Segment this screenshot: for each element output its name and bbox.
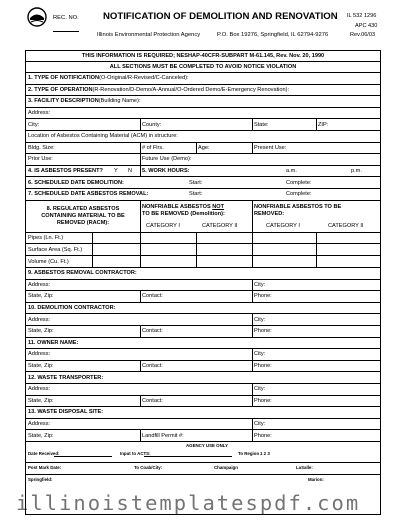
volume-row[interactable]: Volume (Cu. Ft.) bbox=[26, 256, 380, 268]
section-5-label: 5. WORK HOURS: bbox=[142, 168, 190, 175]
waste-disposal-site-row[interactable] bbox=[26, 407, 380, 419]
building-size-row[interactable]: Bldg. Size: # of Flrs. Age: Present Use: bbox=[26, 143, 380, 155]
section-3-label: 3. FACILITY DESCRIPTION bbox=[28, 98, 99, 105]
region-options[interactable]: 1 2 3 bbox=[260, 451, 270, 456]
removal-contractor-address-row[interactable]: Address: City: bbox=[26, 280, 380, 292]
section-7-label: 7. SCHEDULED DATE ASBESTOS REMOVAL: bbox=[28, 191, 149, 198]
agency-address: P.O. Box 19276, Springfield, IL 62794-9276 bbox=[217, 32, 329, 38]
section-13-label: 13. WASTE DISPOSAL SITE: bbox=[28, 409, 104, 416]
section-10-label: 10. DEMOLITION CONTRACTOR: bbox=[28, 305, 116, 312]
owner-state-row[interactable]: State, Zip: Contact: Phone: bbox=[26, 361, 380, 373]
demolition-contractor-state-row[interactable]: State, Zip: Contact: Phone: bbox=[26, 326, 380, 338]
section-4-label: 4. IS ASBESTOS PRESENT? bbox=[28, 168, 103, 175]
waste-transporter-state-row[interactable]: State, Zip: Contact: Phone: bbox=[26, 396, 380, 408]
acm-location-row[interactable]: Location of Asbestos Containing Material (ACM) in structure: bbox=[26, 131, 380, 143]
demolition-dates-row[interactable]: 6. SCHEDULED DATE DEMOLITION: Start: Complete: bbox=[26, 177, 380, 189]
asbestos-no-option[interactable]: N bbox=[128, 168, 133, 175]
owner-name-row[interactable] bbox=[26, 338, 380, 350]
agency-name: Illinois Environmental Protection Agency bbox=[97, 32, 201, 38]
disposal-site-state-row[interactable]: State, Zip: Landfill Permit #: Phone: bbox=[26, 430, 380, 442]
surface-area-row[interactable]: Surface Area (Sq. Ft.) bbox=[26, 244, 380, 256]
type-of-operation-row[interactable]: 2. TYPE OF OPERATION (R-Renovation/D-Demo/A-Annual/O-Ordered Demo/E-Emergency Renovation): bbox=[26, 85, 380, 97]
facility-description-row[interactable]: 3. FACILITY DESCRIPTION (Building Name): bbox=[26, 96, 380, 108]
waste-transporter-row[interactable] bbox=[26, 372, 380, 384]
section-6-label: 6. SCHEDULED DATE DEMOLITION: bbox=[28, 179, 124, 186]
demolition-contractor-address-row[interactable]: Address: City: bbox=[26, 314, 380, 326]
racm-header-row: 8. REGULATED ASBESTOS CONTAINING MATERIAL TO BE REMOVED (RACM): NONFRIABLE ASBESTOS NOT TO BE REMOVED (Demolition): CATEGORY I CATEGORY II NONFRIABLE ASBESTOS TO BE REMOVED: CATEGORY I CATEGORY II bbox=[26, 201, 380, 233]
pipes-row[interactable]: Pipes (Ln. Ft.) bbox=[26, 233, 380, 245]
watermark: illinoistemplatespdf.com bbox=[16, 491, 361, 515]
section-2-label: 2. TYPE OF OPERATION bbox=[28, 86, 93, 93]
apc-number: APC 430 bbox=[355, 23, 378, 29]
removal-contractor-state-row[interactable]: State, Zip: Contact: Phone: bbox=[26, 291, 380, 303]
rec-no-field[interactable] bbox=[53, 31, 79, 32]
section-11-label: 11. OWNER NAME: bbox=[28, 339, 79, 346]
asbestos-yes-option[interactable]: Y bbox=[114, 168, 118, 175]
facility-address-row[interactable] bbox=[26, 108, 380, 120]
address-label: Address: bbox=[28, 110, 51, 117]
form-title: NOTIFICATION OF DEMOLITION AND RENOVATION bbox=[103, 11, 338, 22]
demolition-contractor-row[interactable] bbox=[26, 303, 380, 315]
facility-city-row[interactable]: City: County: State: ZIP: bbox=[26, 119, 380, 131]
disposal-site-address-row[interactable]: Address: City: bbox=[26, 419, 380, 431]
section-8-label: 8. REGULATED ASBESTOS CONTAINING MATERIAL TO BE REMOVED (RACM): bbox=[41, 205, 125, 226]
form-number: IL 532 1296 bbox=[347, 13, 377, 19]
type-of-notification-row[interactable]: 1. TYPE OF NOTIFICATION (O-Original/R-Revised/C-Canceled): bbox=[26, 73, 380, 85]
removal-contractor-row[interactable] bbox=[26, 268, 380, 280]
notification-form bbox=[25, 50, 381, 515]
banner-required: THIS INFORMATION IS REQUIRED; NESHAP-40CFR-SUBPART M-61.145, Rev. Nov. 20, 1990 bbox=[26, 51, 380, 62]
section-9-label: 9. ASBESTOS REMOVAL CONTRACTOR: bbox=[28, 270, 137, 277]
rec-no-label: REC. NO. bbox=[53, 15, 79, 21]
prior-use-row[interactable]: Prior Use: Future Use (Demo): bbox=[26, 154, 380, 166]
banner-sections: ALL SECTIONS MUST BE COMPLETED TO AVOID NOTICE VIOLATION bbox=[26, 62, 380, 73]
section-1-label: 1. TYPE OF NOTIFICATION bbox=[28, 75, 100, 82]
section-12-label: 12. WASTE TRANSPORTER: bbox=[28, 374, 104, 381]
iepa-logo bbox=[27, 7, 47, 27]
asbestos-present-row[interactable]: 4. IS ASBESTOS PRESENT? Y N 5. WORK HOURS: a.m. p.m. bbox=[26, 166, 380, 178]
revision: Rev.06/03 bbox=[350, 32, 376, 38]
removal-dates-row[interactable]: 7. SCHEDULED DATE ASBESTOS REMOVAL: Start: Complete: bbox=[26, 189, 380, 201]
agency-use-title: AGENCY USE ONLY bbox=[186, 443, 228, 448]
owner-address-row[interactable]: Address: City: bbox=[26, 349, 380, 361]
agency-use-section: AGENCY USE ONLY Date Received: Input to ACTS: To Region 1 2 3 Post Mark Date: To Coab/City: Champaign LaSalle: Springfield: Marion: bbox=[26, 442, 380, 514]
waste-transporter-address-row[interactable]: Address: City: bbox=[26, 384, 380, 396]
